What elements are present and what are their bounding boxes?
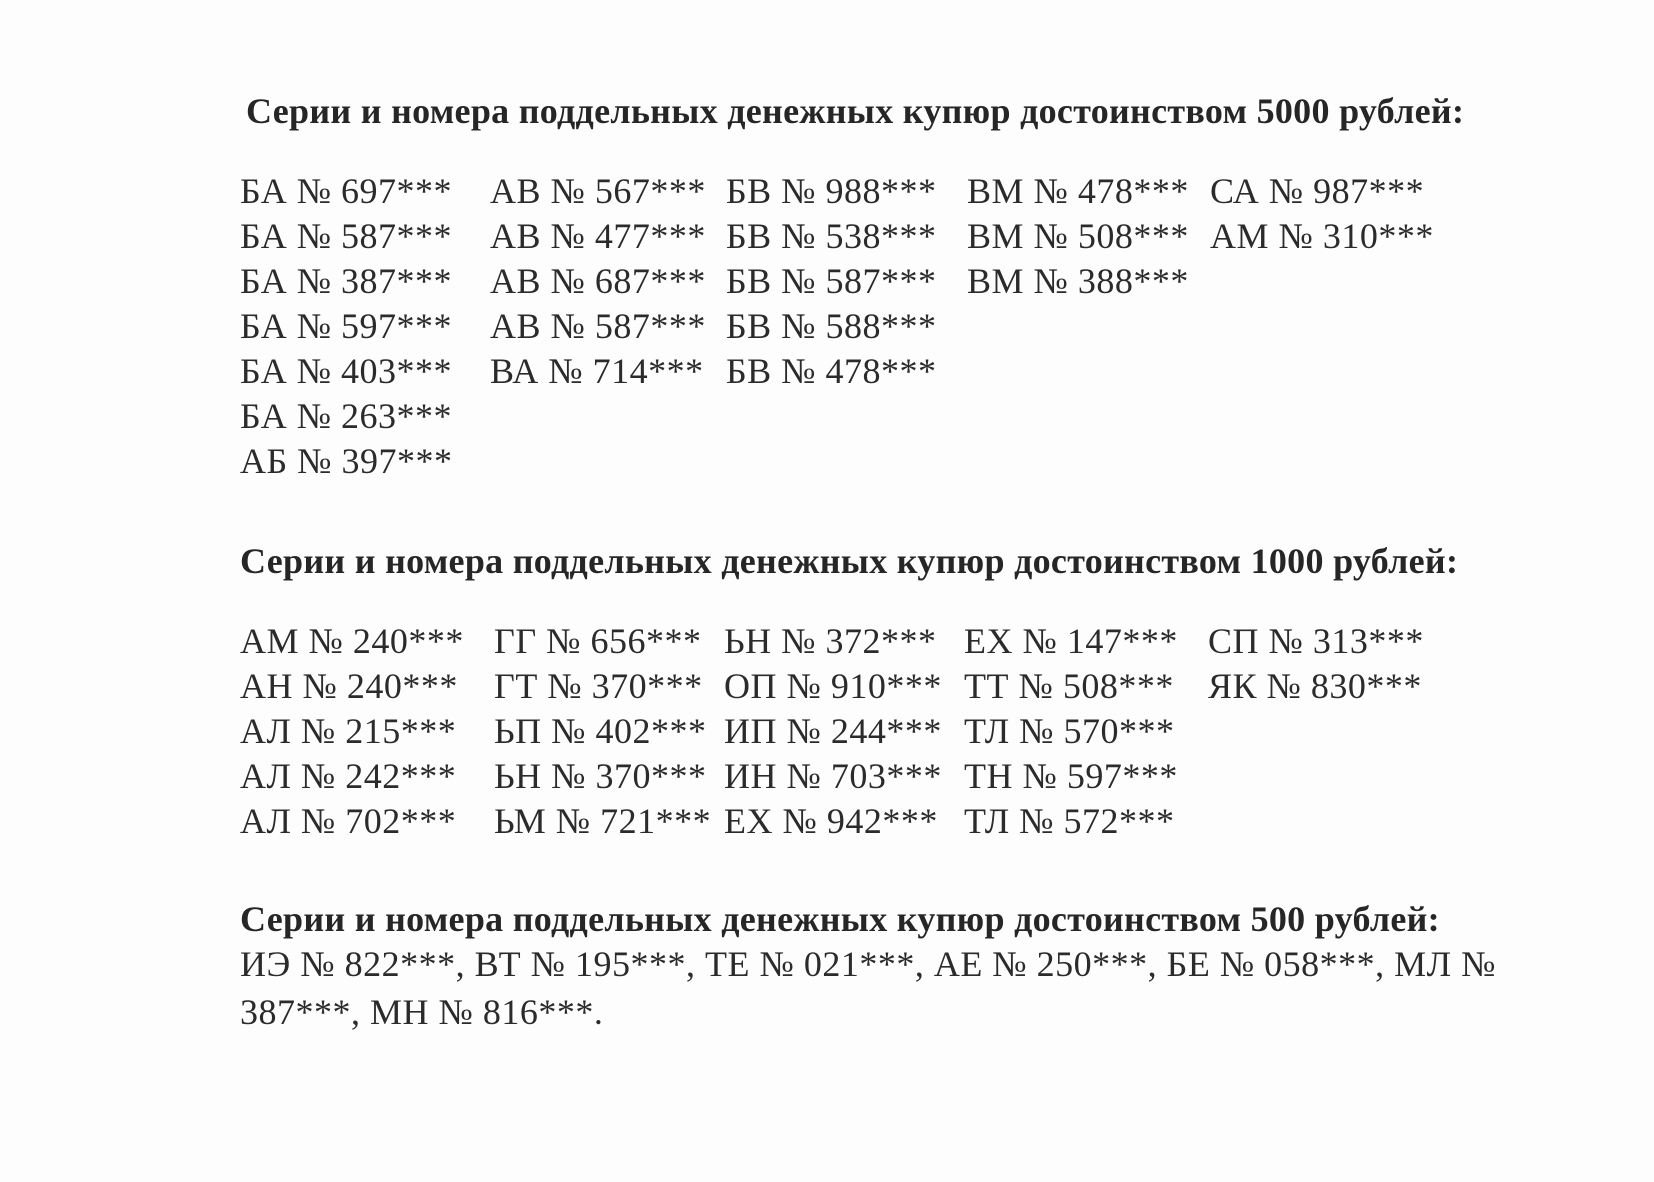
list-item: АМ № 310*** (1210, 216, 1434, 256)
list-item: АЛ № 215*** (240, 711, 457, 751)
list-item: ГГ № 656*** (494, 621, 702, 661)
list-item: ВМ № 478*** (967, 171, 1189, 211)
list-item: ВА № 714*** (490, 351, 704, 391)
list-item: АВ № 567*** (490, 171, 706, 211)
list-item: ЕХ № 147*** (964, 621, 1178, 661)
list-item: АН № 240*** (240, 666, 458, 706)
section-500-title: Серии и номера поддельных денежных купюр достоинством 500 рублей: (240, 899, 1440, 939)
section-5000-title: Серии и номера поддельных денежных купюр достоинством 5000 рублей: (246, 91, 1465, 131)
list-item: ТЛ № 570*** (964, 711, 1175, 751)
section-1000-title: Серии и номера поддельных денежных купюр достоинством 1000 рублей: (240, 541, 1459, 581)
list-item: БА № 263*** (240, 396, 453, 436)
list-item: ГТ № 370*** (494, 666, 703, 706)
list-item: ЬН № 372*** (724, 621, 937, 661)
list-item: ИП № 244*** (724, 711, 942, 751)
list-item: БА № 387*** (240, 261, 453, 301)
section-500-list: ИЭ № 822***, ВТ № 195***, ТЕ № 021***, АЕ № 250***, БЕ № 058***, МЛ № 387***, МН № 816***. (240, 944, 1496, 1032)
list-item: БВ № 478*** (726, 351, 937, 391)
list-item: ЬН № 370*** (494, 756, 707, 796)
list-item: БА № 597*** (240, 306, 453, 346)
list-item: БВ № 538*** (726, 216, 937, 256)
list-item: БВ № 588*** (726, 306, 937, 346)
list-item: АЛ № 242*** (240, 756, 457, 796)
list-item: ВМ № 388*** (967, 261, 1189, 301)
list-item: СП № 313*** (1208, 621, 1424, 661)
list-item: БВ № 988*** (726, 171, 937, 211)
list-item: ЬП № 402*** (494, 711, 707, 751)
list-item: ЕХ № 942*** (724, 801, 938, 841)
list-item: АМ № 240*** (240, 621, 464, 661)
list-item: ЬМ № 721*** (494, 801, 712, 841)
list-item: ВМ № 508*** (967, 216, 1189, 256)
list-item: ТЛ № 572*** (964, 801, 1175, 841)
list-item: БА № 587*** (240, 216, 453, 256)
list-item: АЛ № 702*** (240, 801, 457, 841)
list-item: ТН № 597*** (964, 756, 1178, 796)
list-item: БВ № 587*** (726, 261, 937, 301)
list-item: БА № 697*** (240, 171, 453, 211)
list-item: ТТ № 508*** (964, 666, 1174, 706)
list-item: АВ № 477*** (490, 216, 706, 256)
list-item: ЯК № 830*** (1208, 666, 1422, 706)
list-item: ИН № 703*** (724, 756, 942, 796)
list-item: СА № 987*** (1210, 171, 1425, 211)
list-item: АВ № 587*** (490, 306, 706, 346)
list-item: ОП № 910*** (724, 666, 942, 706)
list-item: АВ № 687*** (490, 261, 706, 301)
list-item: БА № 403*** (240, 351, 453, 391)
list-item: АБ № 397*** (240, 441, 453, 481)
